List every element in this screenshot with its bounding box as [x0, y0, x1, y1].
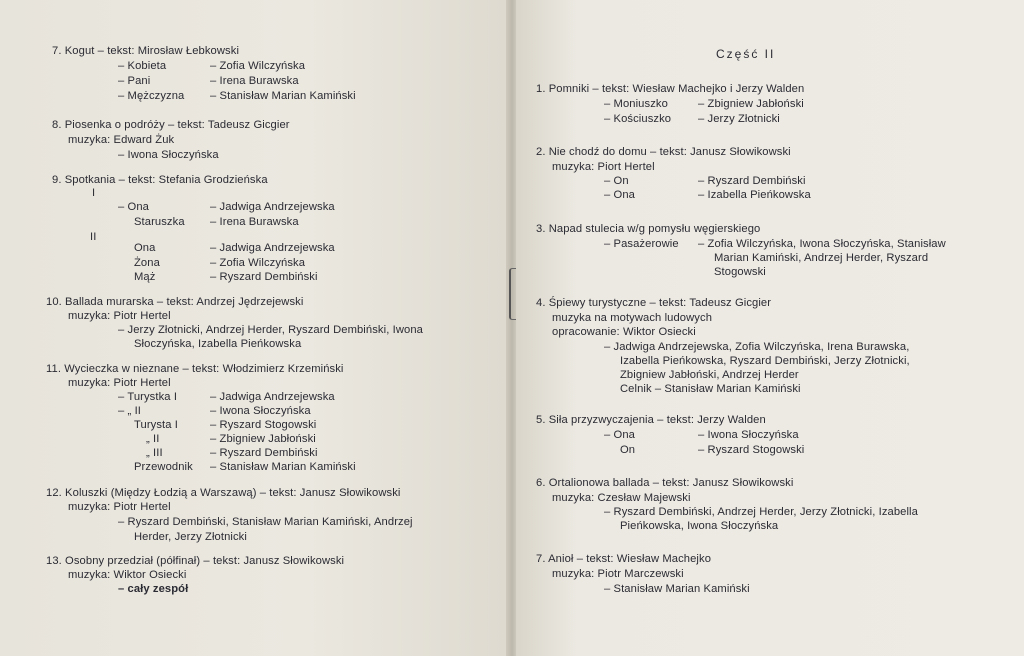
part2-item-3-cast: – Zofia Wilczyńska, Iwona Słoczyńska, Stanisław — [698, 238, 946, 250]
item-11-cast: – Ryszard Dembiński — [210, 447, 318, 459]
part2-item-5-title: 5. Siła przyzwyczajenia – tekst: Jerzy Walden — [536, 414, 766, 426]
part2-item-2-role: – Ona — [604, 189, 635, 201]
part2-item-1-role: – Kościuszko — [604, 113, 672, 125]
part2-item-2-title: 2. Nie chodź do domu – tekst: Janusz Słowikowski — [536, 146, 791, 158]
part2-item-6-title: 6. Ortalionowa ballada – tekst: Janusz Słowikowski — [536, 477, 794, 489]
part2-item-1-title: 1. Pomniki – tekst: Wiesław Machejko i Jerzy Walden — [536, 83, 805, 95]
part2-item-1-cast: – Zbigniew Jabłoński — [698, 98, 804, 110]
part2-item-4-title: 4. Śpiewy turystyczne – tekst: Tadeusz Gicgier — [536, 297, 772, 309]
part2-item-6-cast: Pieńkowska, Iwona Słoczyńska — [620, 520, 779, 532]
item-11-cast: – Stanisław Marian Kamiński — [210, 461, 356, 473]
item-7-cast: – Stanisław Marian Kamiński — [210, 90, 356, 102]
item-7-cast: – Irena Burawska — [210, 75, 299, 87]
item-7-role: – Pani — [118, 75, 151, 87]
item-11-role: Przewodnik — [134, 461, 193, 473]
part2-item-7-title: 7. Anioł – tekst: Wiesław Machejko — [536, 553, 712, 565]
part2-item-3-role: – Pasażerowie — [604, 238, 679, 250]
item-10-cast: Słoczyńska, Izabella Pieńkowska — [134, 338, 302, 350]
item-11-cast: – Ryszard Stogowski — [210, 419, 317, 431]
part2-item-6-cast: – Ryszard Dembiński, Andrzej Herder, Jerzy Złotnicki, Izabella — [604, 506, 918, 518]
item-12-cast: Herder, Jerzy Złotnicki — [134, 531, 247, 543]
item-9-role: Mąż — [134, 271, 156, 283]
part2-item-1-cast: – Jerzy Złotnicki — [698, 113, 780, 125]
item-9-role: Ona — [134, 242, 156, 254]
item-11-cast: – Jadwiga Andrzejewska — [210, 391, 335, 403]
item-11-title: 11. Wycieczka w nieznane – tekst: Włodzimierz Krzemiński — [46, 363, 344, 375]
part2-item-5-role: On — [620, 444, 636, 456]
part-two-heading: Część II — [716, 47, 776, 61]
part2-item-5-role: – Ona — [604, 429, 635, 441]
item-8-music: muzyka: Edward Żuk — [68, 134, 175, 146]
item-11-role: – Turystka I — [118, 391, 178, 403]
item-9-cast: – Jadwiga Andrzejewska — [210, 201, 335, 213]
part2-item-7-music: muzyka: Piotr Marczewski — [552, 568, 684, 580]
item-9-part-two: II — [90, 231, 97, 243]
item-11-music: muzyka: Piotr Hertel — [68, 377, 171, 389]
item-11-role: „ III — [146, 447, 163, 459]
part2-item-6-music: muzyka: Czesław Majewski — [552, 492, 691, 504]
part2-item-3-title: 3. Napad stulecia w/g pomysłu węgierskiego — [536, 223, 761, 235]
item-8-title: 8. Piosenka o podróży – tekst: Tadeusz Gicgier — [52, 119, 290, 131]
part2-item-5-cast: – Ryszard Stogowski — [698, 444, 805, 456]
part2-item-4-cast: Celnik – Stanisław Marian Kamiński — [620, 383, 801, 395]
item-7-title: 7. Kogut – tekst: Mirosław Łebkowski — [52, 45, 240, 57]
part2-item-4-arrangement: opracowanie: Wiktor Osiecki — [552, 326, 696, 338]
part2-item-3-cast: Marian Kamiński, Andrzej Herder, Ryszard — [714, 252, 929, 264]
part2-item-2-role: – On — [604, 175, 629, 187]
item-11-role: Turysta I — [134, 419, 178, 431]
item-11-role: – „ II — [118, 405, 141, 417]
item-7-role: – Kobieta — [118, 60, 167, 72]
part2-item-5-cast: – Iwona Słoczyńska — [698, 429, 799, 441]
item-12-music: muzyka: Piotr Hertel — [68, 501, 171, 513]
item-11-cast: – Zbigniew Jabłoński — [210, 433, 316, 445]
item-12-cast: – Ryszard Dembiński, Stanisław Marian Kamiński, Andrzej — [118, 516, 413, 528]
item-7-role: – Mężczyzna — [118, 90, 185, 102]
right-page — [516, 0, 1024, 656]
item-10-music: muzyka: Piotr Hertel — [68, 310, 171, 322]
item-13-title: 13. Osobny przedział (półfinał) – tekst: Janusz Słowikowski — [46, 555, 345, 567]
item-9-cast: – Zofia Wilczyńska — [210, 257, 306, 269]
item-11-cast: – Iwona Słoczyńska — [210, 405, 311, 417]
part2-item-4-cast: Izabella Pieńkowska, Ryszard Dembiński, Jerzy Złotnicki, — [620, 355, 910, 367]
item-9-cast: – Jadwiga Andrzejewska — [210, 242, 335, 254]
part2-item-2-cast: – Ryszard Dembiński — [698, 175, 806, 187]
item-10-cast: – Jerzy Złotnicki, Andrzej Herder, Ryszard Dembiński, Iwona — [118, 324, 423, 336]
part2-item-2-music: muzyka: Piort Hertel — [552, 161, 655, 173]
item-8-cast: – Iwona Słoczyńska — [118, 149, 219, 161]
item-9-part-one: I — [92, 187, 96, 199]
item-7-cast: – Zofia Wilczyńska — [210, 60, 306, 72]
part2-item-2-cast: – Izabella Pieńkowska — [698, 189, 811, 201]
part2-item-3-cast: Stogowski — [714, 266, 766, 278]
part2-item-4-cast: Zbigniew Jabłoński, Andrzej Herder — [620, 369, 799, 381]
part2-item-4-music: muzyka na motywach ludowych — [552, 312, 713, 324]
part2-item-1-role: – Moniuszko — [604, 98, 668, 110]
item-9-title: 9. Spotkania – tekst: Stefania Grodzieńska — [52, 174, 268, 186]
item-9-role: Żona — [134, 257, 160, 269]
part2-item-7-cast: – Stanisław Marian Kamiński — [604, 583, 750, 595]
left-page — [0, 0, 508, 656]
item-13-cast: – cały zespół — [118, 583, 189, 595]
item-9-role: – Ona — [118, 201, 149, 213]
item-13-music: muzyka: Wiktor Osiecki — [68, 569, 187, 581]
item-9-cast: – Irena Burawska — [210, 216, 299, 228]
item-9-role: Staruszka — [134, 216, 185, 228]
item-9-cast: – Ryszard Dembiński — [210, 271, 318, 283]
item-12-title: 12. Koluszki (Między Łodzią a Warszawą) – tekst: Janusz Słowikowski — [46, 487, 401, 499]
part2-item-4-cast: – Jadwiga Andrzejewska, Zofia Wilczyńska, Irena Burawska, — [604, 341, 910, 353]
item-10-title: 10. Ballada murarska – tekst: Andrzej Jędrzejewski — [46, 296, 304, 308]
item-11-role: „ II — [146, 433, 160, 445]
